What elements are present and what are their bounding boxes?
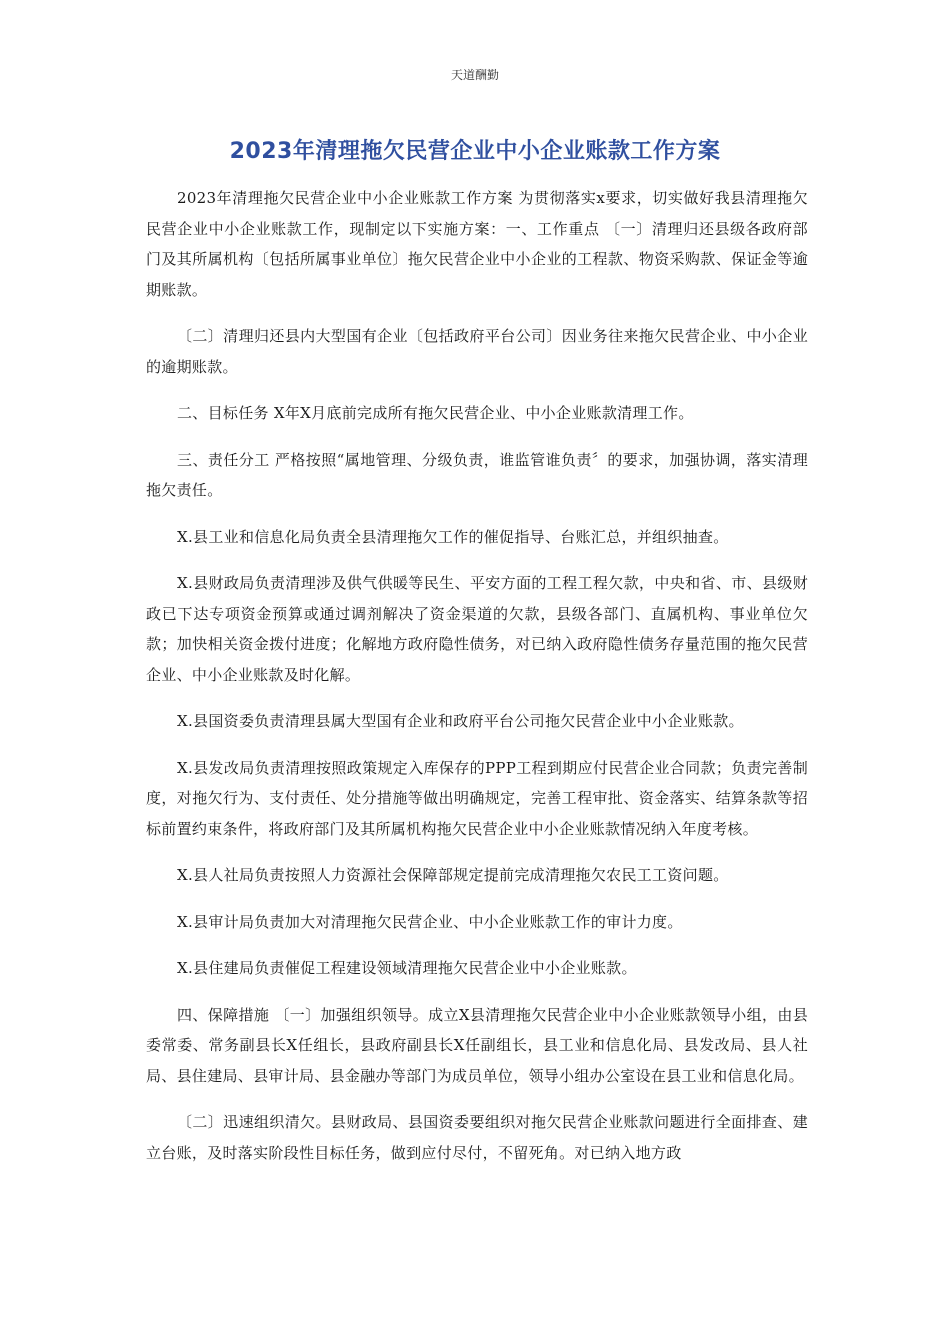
document-title: 2023年清理拖欠民营企业中小企业账款工作方案 — [229, 139, 721, 164]
paragraph: X.县审计局负责加大对清理拖欠民营企业、中小企业账款工作的审计力度。 — [177, 912, 683, 931]
document-body — [146, 183, 808, 1184]
paragraph: X.县财政局负责清理涉及供气供暖等民生、平安方面的工程工程欠款，中央和省、市、县级财政已下达专项资金预算或通过调剂解决了资金渠道的欠款，县级各部门、直属机构、事业单位欠款；加快相关资金拨付进度；化解地方政府隐性债务，对已纳入政府隐性债务存量范围的拖欠民营企业、中小企业账款及时化解。 — [146, 574, 808, 684]
paragraph: 2023年清理拖欠民营企业中小企业账款工作方案 为贯彻落实x要求，切实做好我县清理拖欠民营企业中小企业账款工作，现制定以下实施方案：一、工作重点 〔一〕清理归还县级各政府部门及其所属机构〔包括所属事业单位〕拖欠民营企业中小企业的工程款、物资采购款、保证金等逾期账款。 — [146, 189, 808, 299]
paragraph: 〔二〕迅速组织清欠。县财政局、县国资委要组织对拖欠民营企业账款问题进行全面排查、建立台账，及时落实阶段性目标任务，做到应付尽付，不留死角。对已纳入地方政 — [146, 1113, 808, 1162]
paragraph: 〔二〕清理归还县内大型国有企业〔包括政府平台公司〕因业务往来拖欠民营企业、中小企业的逾期账款。 — [146, 327, 808, 376]
paragraph: X.县发改局负责清理按照政策规定入库保存的PPP工程到期应付民营企业合同款；负责完善制度，对拖欠行为、支付责任、处分措施等做出明确规定，完善工程审批、资金落实、结算条款等招标前置约束条件，将政府部门及其所属机构拖欠民营企业中小企业账款情况纳入年度考核。 — [146, 758, 808, 838]
paragraph: X.县工业和信息化局负责全县清理拖欠工作的催促指导、台账汇总，并组织抽查。 — [177, 527, 729, 546]
paragraph: X.县住建局负责催促工程建设领域清理拖欠民营企业中小企业账款。 — [177, 959, 637, 977]
paragraph: 四、保障措施 〔一〕加强组织领导。成立X县清理拖欠民营企业中小企业账款领导小组，由县委常委、常务副县长X任组长，县政府副县长X任副组长，县工业和信息化局、县发改局、县人社局、县住建局、县审计局、县金融办等部门为成员单位，领导小组办公室设在县工业和信息化局。 — [146, 1005, 808, 1085]
page-header: 天道酬勤 — [450, 68, 499, 82]
paragraph: 二、目标任务 X年X月底前完成所有拖欠民营企业、中小企业账款清理工作。 — [177, 404, 694, 422]
paragraph: 三、责任分工 严格按照“属地管理、分级负责，谁监管谁负责〞的要求，加强协调，落实清理拖欠责任。 — [146, 450, 808, 499]
paragraph: X.县国资委负责清理县属大型国有企业和政府平台公司拖欠民营企业中小企业账款。 — [177, 712, 744, 730]
paragraph: X.县人社局负责按照人力资源社会保障部规定提前完成清理拖欠农民工工资问题。 — [177, 866, 729, 884]
